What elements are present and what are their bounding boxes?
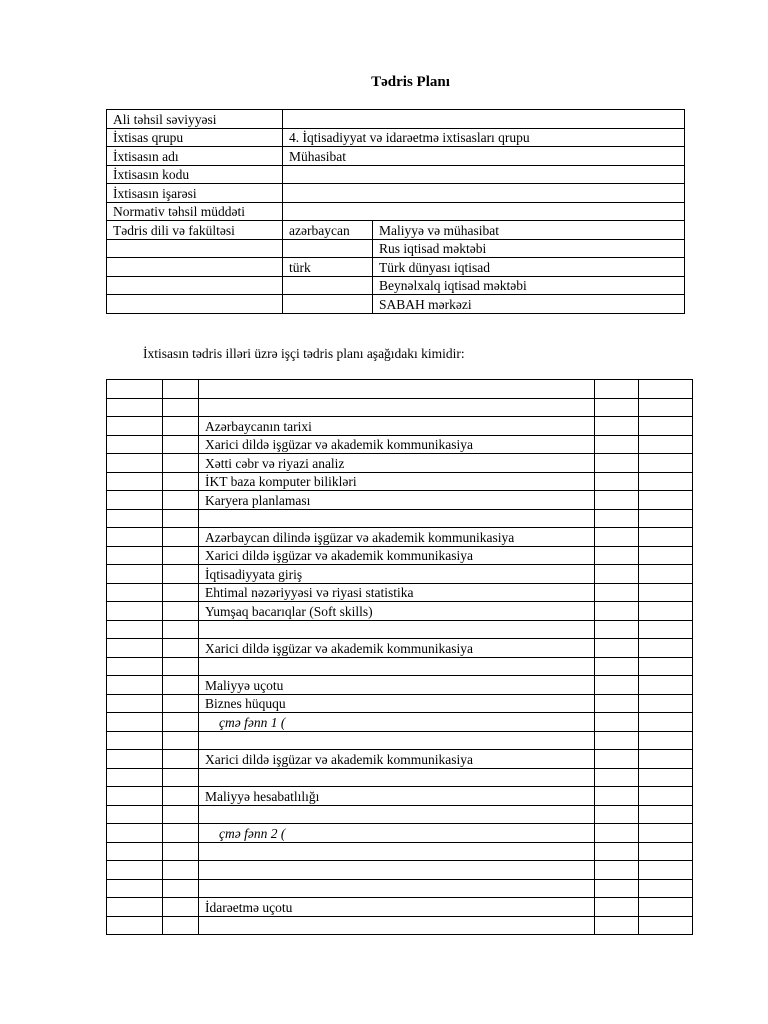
info-label: İxtisasın kodu: [107, 165, 283, 184]
empty-cell: [595, 417, 639, 436]
empty-cell: [163, 916, 199, 935]
subject-cell: Xarici dildə işgüzar və akademik kommunikasiya: [199, 546, 595, 565]
empty-cell: [163, 491, 199, 510]
info-label: İxtisasın adı: [107, 147, 283, 166]
subject-cell: Xarici dildə işgüzar və akademik kommunikasiya: [199, 750, 595, 769]
table-row: [107, 221, 685, 240]
empty-cell: [639, 639, 693, 658]
page-title: Tədris Planı: [371, 74, 450, 90]
subject-cell: Azərbaycan dilində işgüzar və akademik kommunikasiya: [199, 528, 595, 547]
intro-text: İxtisasın tədris illəri üzrə işçi tədris planı aşağıdakı kimidir:: [143, 346, 465, 361]
table-row: [107, 491, 693, 510]
empty-cell: [595, 657, 639, 676]
subject-cell: [199, 861, 595, 880]
empty-cell: [639, 713, 693, 732]
table-row: [107, 398, 693, 417]
subject-cell: [199, 380, 595, 399]
subject-cell: İqtisadiyyata giriş: [199, 565, 595, 584]
subject-cell: çmə fənn 1 (: [199, 713, 595, 732]
empty-cell: [595, 879, 639, 898]
empty-cell: [639, 676, 693, 695]
subject-cell: [199, 842, 595, 861]
table-row: [107, 842, 693, 861]
subject-cell: Azərbaycanın tarixi: [199, 417, 595, 436]
subject-cell: [199, 398, 595, 417]
table-row: [107, 805, 693, 824]
empty-cell: [107, 528, 163, 547]
subject-cell: [199, 805, 595, 824]
table-row: [107, 184, 685, 203]
info-label: [107, 295, 283, 314]
empty-cell: [595, 768, 639, 787]
empty-cell: [107, 824, 163, 843]
table-row: [107, 657, 693, 676]
subject-cell: Xətti cəbr və riyazi analiz: [199, 454, 595, 473]
empty-cell: [595, 824, 639, 843]
empty-cell: [639, 509, 693, 528]
empty-cell: [107, 620, 163, 639]
subject-cell: [199, 916, 595, 935]
table-row: [107, 750, 693, 769]
subject-cell: Maliyyə hesabatlılığı: [199, 787, 595, 806]
empty-cell: [639, 824, 693, 843]
subject-cell: [199, 509, 595, 528]
table-row: [107, 768, 693, 787]
faculty-cell: Rus iqtisad məktəbi: [373, 239, 685, 258]
table-row: [107, 454, 693, 473]
table-row: [107, 528, 693, 547]
table-row: [107, 583, 693, 602]
empty-cell: [107, 916, 163, 935]
table-row: [107, 565, 693, 584]
info-label: İxtisasın işarəsi: [107, 184, 283, 203]
empty-cell: [639, 731, 693, 750]
table-row: [107, 435, 693, 454]
empty-cell: [595, 842, 639, 861]
info-label: Tədris dili və fakültəsi: [107, 221, 283, 240]
table-row: [107, 239, 685, 258]
info-label: [107, 239, 283, 258]
empty-cell: [163, 602, 199, 621]
empty-cell: [107, 787, 163, 806]
subject-cell: [199, 768, 595, 787]
empty-cell: [595, 509, 639, 528]
subject-cell: [199, 731, 595, 750]
empty-cell: [595, 583, 639, 602]
empty-cell: [107, 565, 163, 584]
subject-cell: Maliyyə uçotu: [199, 676, 595, 695]
empty-cell: [163, 768, 199, 787]
empty-cell: [639, 787, 693, 806]
empty-cell: [163, 472, 199, 491]
empty-cell: [163, 657, 199, 676]
empty-cell: [639, 861, 693, 880]
empty-cell: [163, 620, 199, 639]
subject-cell: [199, 620, 595, 639]
empty-cell: [163, 676, 199, 695]
empty-cell: [107, 879, 163, 898]
empty-cell: [107, 602, 163, 621]
empty-cell: [163, 546, 199, 565]
empty-cell: [639, 602, 693, 621]
table-row: [107, 713, 693, 732]
empty-cell: [595, 620, 639, 639]
info-value: [283, 184, 685, 203]
faculty-cell: Türk dünyası iqtisad: [373, 258, 685, 277]
info-value: Mühasibat: [283, 147, 685, 166]
table-row: [107, 258, 685, 277]
empty-cell: [107, 750, 163, 769]
empty-cell: [595, 528, 639, 547]
subject-cell: [199, 879, 595, 898]
subject-cell: İKT baza komputer bilikləri: [199, 472, 595, 491]
empty-cell: [595, 380, 639, 399]
empty-cell: [163, 731, 199, 750]
empty-cell: [639, 491, 693, 510]
empty-cell: [163, 842, 199, 861]
empty-cell: [107, 731, 163, 750]
table-row: [107, 898, 693, 917]
empty-cell: [595, 435, 639, 454]
empty-cell: [595, 639, 639, 658]
empty-cell: [639, 750, 693, 769]
table-row: [107, 824, 693, 843]
subject-cell: çmə fənn 2 (: [199, 824, 595, 843]
table-row: [107, 295, 685, 314]
empty-cell: [163, 454, 199, 473]
table-row: [107, 694, 693, 713]
empty-cell: [107, 676, 163, 695]
empty-cell: [163, 713, 199, 732]
empty-cell: [639, 417, 693, 436]
table-row: [107, 861, 693, 880]
subject-cell: [199, 657, 595, 676]
empty-cell: [163, 639, 199, 658]
empty-cell: [595, 898, 639, 917]
empty-cell: [107, 491, 163, 510]
empty-cell: [107, 583, 163, 602]
subject-cell: Biznes hüququ: [199, 694, 595, 713]
empty-cell: [107, 417, 163, 436]
empty-cell: [595, 694, 639, 713]
info-value: [283, 202, 685, 221]
language-cell: [283, 239, 373, 258]
empty-cell: [639, 898, 693, 917]
subject-cell: Ehtimal nəzəriyyəsi və riyasi statistika: [199, 583, 595, 602]
empty-cell: [639, 916, 693, 935]
empty-cell: [107, 546, 163, 565]
table-row: [107, 165, 685, 184]
empty-cell: [107, 639, 163, 658]
empty-cell: [163, 435, 199, 454]
subject-cell: İdarəetmə uçotu: [199, 898, 595, 917]
empty-cell: [595, 676, 639, 695]
table-row: [107, 202, 685, 221]
empty-cell: [107, 805, 163, 824]
empty-cell: [163, 380, 199, 399]
empty-cell: [107, 435, 163, 454]
empty-cell: [107, 509, 163, 528]
empty-cell: [639, 879, 693, 898]
empty-cell: [639, 528, 693, 547]
language-cell: azərbaycan: [283, 221, 373, 240]
table-row: [107, 639, 693, 658]
empty-cell: [595, 805, 639, 824]
empty-cell: [639, 472, 693, 491]
empty-cell: [163, 694, 199, 713]
empty-cell: [107, 861, 163, 880]
info-label: Normativ təhsil müddəti: [107, 202, 283, 221]
empty-cell: [163, 583, 199, 602]
info-label: İxtisas qrupu: [107, 128, 283, 147]
table-row: [107, 147, 685, 166]
language-cell: türk: [283, 258, 373, 277]
empty-cell: [595, 916, 639, 935]
table-row: [107, 731, 693, 750]
empty-cell: [107, 694, 163, 713]
info-value: [283, 165, 685, 184]
table-row: [107, 620, 693, 639]
empty-cell: [639, 398, 693, 417]
empty-cell: [107, 454, 163, 473]
program-info-table: [106, 109, 685, 314]
empty-cell: [639, 694, 693, 713]
table-row: [107, 879, 693, 898]
empty-cell: [163, 879, 199, 898]
empty-cell: [595, 750, 639, 769]
table-row: [107, 509, 693, 528]
table-row: [107, 787, 693, 806]
empty-cell: [639, 657, 693, 676]
curriculum-table: [106, 379, 693, 935]
table-row: [107, 472, 693, 491]
info-label: [107, 258, 283, 277]
empty-cell: [595, 713, 639, 732]
faculty-cell: Maliyyə və mühasibat: [373, 221, 685, 240]
table-row: [107, 602, 693, 621]
empty-cell: [107, 768, 163, 787]
empty-cell: [107, 380, 163, 399]
empty-cell: [163, 898, 199, 917]
info-label: [107, 276, 283, 295]
empty-cell: [595, 398, 639, 417]
empty-cell: [107, 657, 163, 676]
empty-cell: [107, 713, 163, 732]
empty-cell: [107, 398, 163, 417]
empty-cell: [639, 583, 693, 602]
empty-cell: [595, 565, 639, 584]
empty-cell: [107, 842, 163, 861]
empty-cell: [595, 472, 639, 491]
empty-cell: [163, 565, 199, 584]
table-row: [107, 276, 685, 295]
table-row: [107, 676, 693, 695]
empty-cell: [163, 861, 199, 880]
empty-cell: [163, 824, 199, 843]
empty-cell: [595, 787, 639, 806]
empty-cell: [595, 602, 639, 621]
empty-cell: [639, 435, 693, 454]
subject-cell: Karyera planlaması: [199, 491, 595, 510]
table-row: [107, 128, 685, 147]
faculty-cell: SABAH mərkəzi: [373, 295, 685, 314]
empty-cell: [163, 787, 199, 806]
empty-cell: [163, 509, 199, 528]
info-value: 4. İqtisadiyyat və idarəetmə ixtisasları qrupu: [283, 128, 685, 147]
empty-cell: [595, 861, 639, 880]
table-row: [107, 110, 685, 129]
empty-cell: [163, 417, 199, 436]
subject-cell: Yumşaq bacarıqlar (Soft skills): [199, 602, 595, 621]
faculty-cell: Beynəlxalq iqtisad məktəbi: [373, 276, 685, 295]
info-label: Ali təhsil səviyyəsi: [107, 110, 283, 129]
empty-cell: [595, 546, 639, 565]
subject-cell: Xarici dildə işgüzar və akademik kommunikasiya: [199, 435, 595, 454]
table-row: [107, 916, 693, 935]
empty-cell: [107, 898, 163, 917]
empty-cell: [639, 454, 693, 473]
empty-cell: [163, 750, 199, 769]
empty-cell: [163, 805, 199, 824]
table-row: [107, 380, 693, 399]
empty-cell: [639, 546, 693, 565]
table-row: [107, 417, 693, 436]
empty-cell: [107, 472, 163, 491]
subject-cell: Xarici dildə işgüzar və akademik kommunikasiya: [199, 639, 595, 658]
language-cell: [283, 276, 373, 295]
empty-cell: [163, 528, 199, 547]
empty-cell: [639, 620, 693, 639]
empty-cell: [639, 842, 693, 861]
empty-cell: [639, 768, 693, 787]
empty-cell: [639, 565, 693, 584]
empty-cell: [639, 805, 693, 824]
empty-cell: [639, 380, 693, 399]
language-cell: [283, 295, 373, 314]
info-value: [283, 110, 685, 129]
empty-cell: [595, 731, 639, 750]
empty-cell: [595, 491, 639, 510]
table-row: [107, 546, 693, 565]
empty-cell: [163, 398, 199, 417]
empty-cell: [595, 454, 639, 473]
